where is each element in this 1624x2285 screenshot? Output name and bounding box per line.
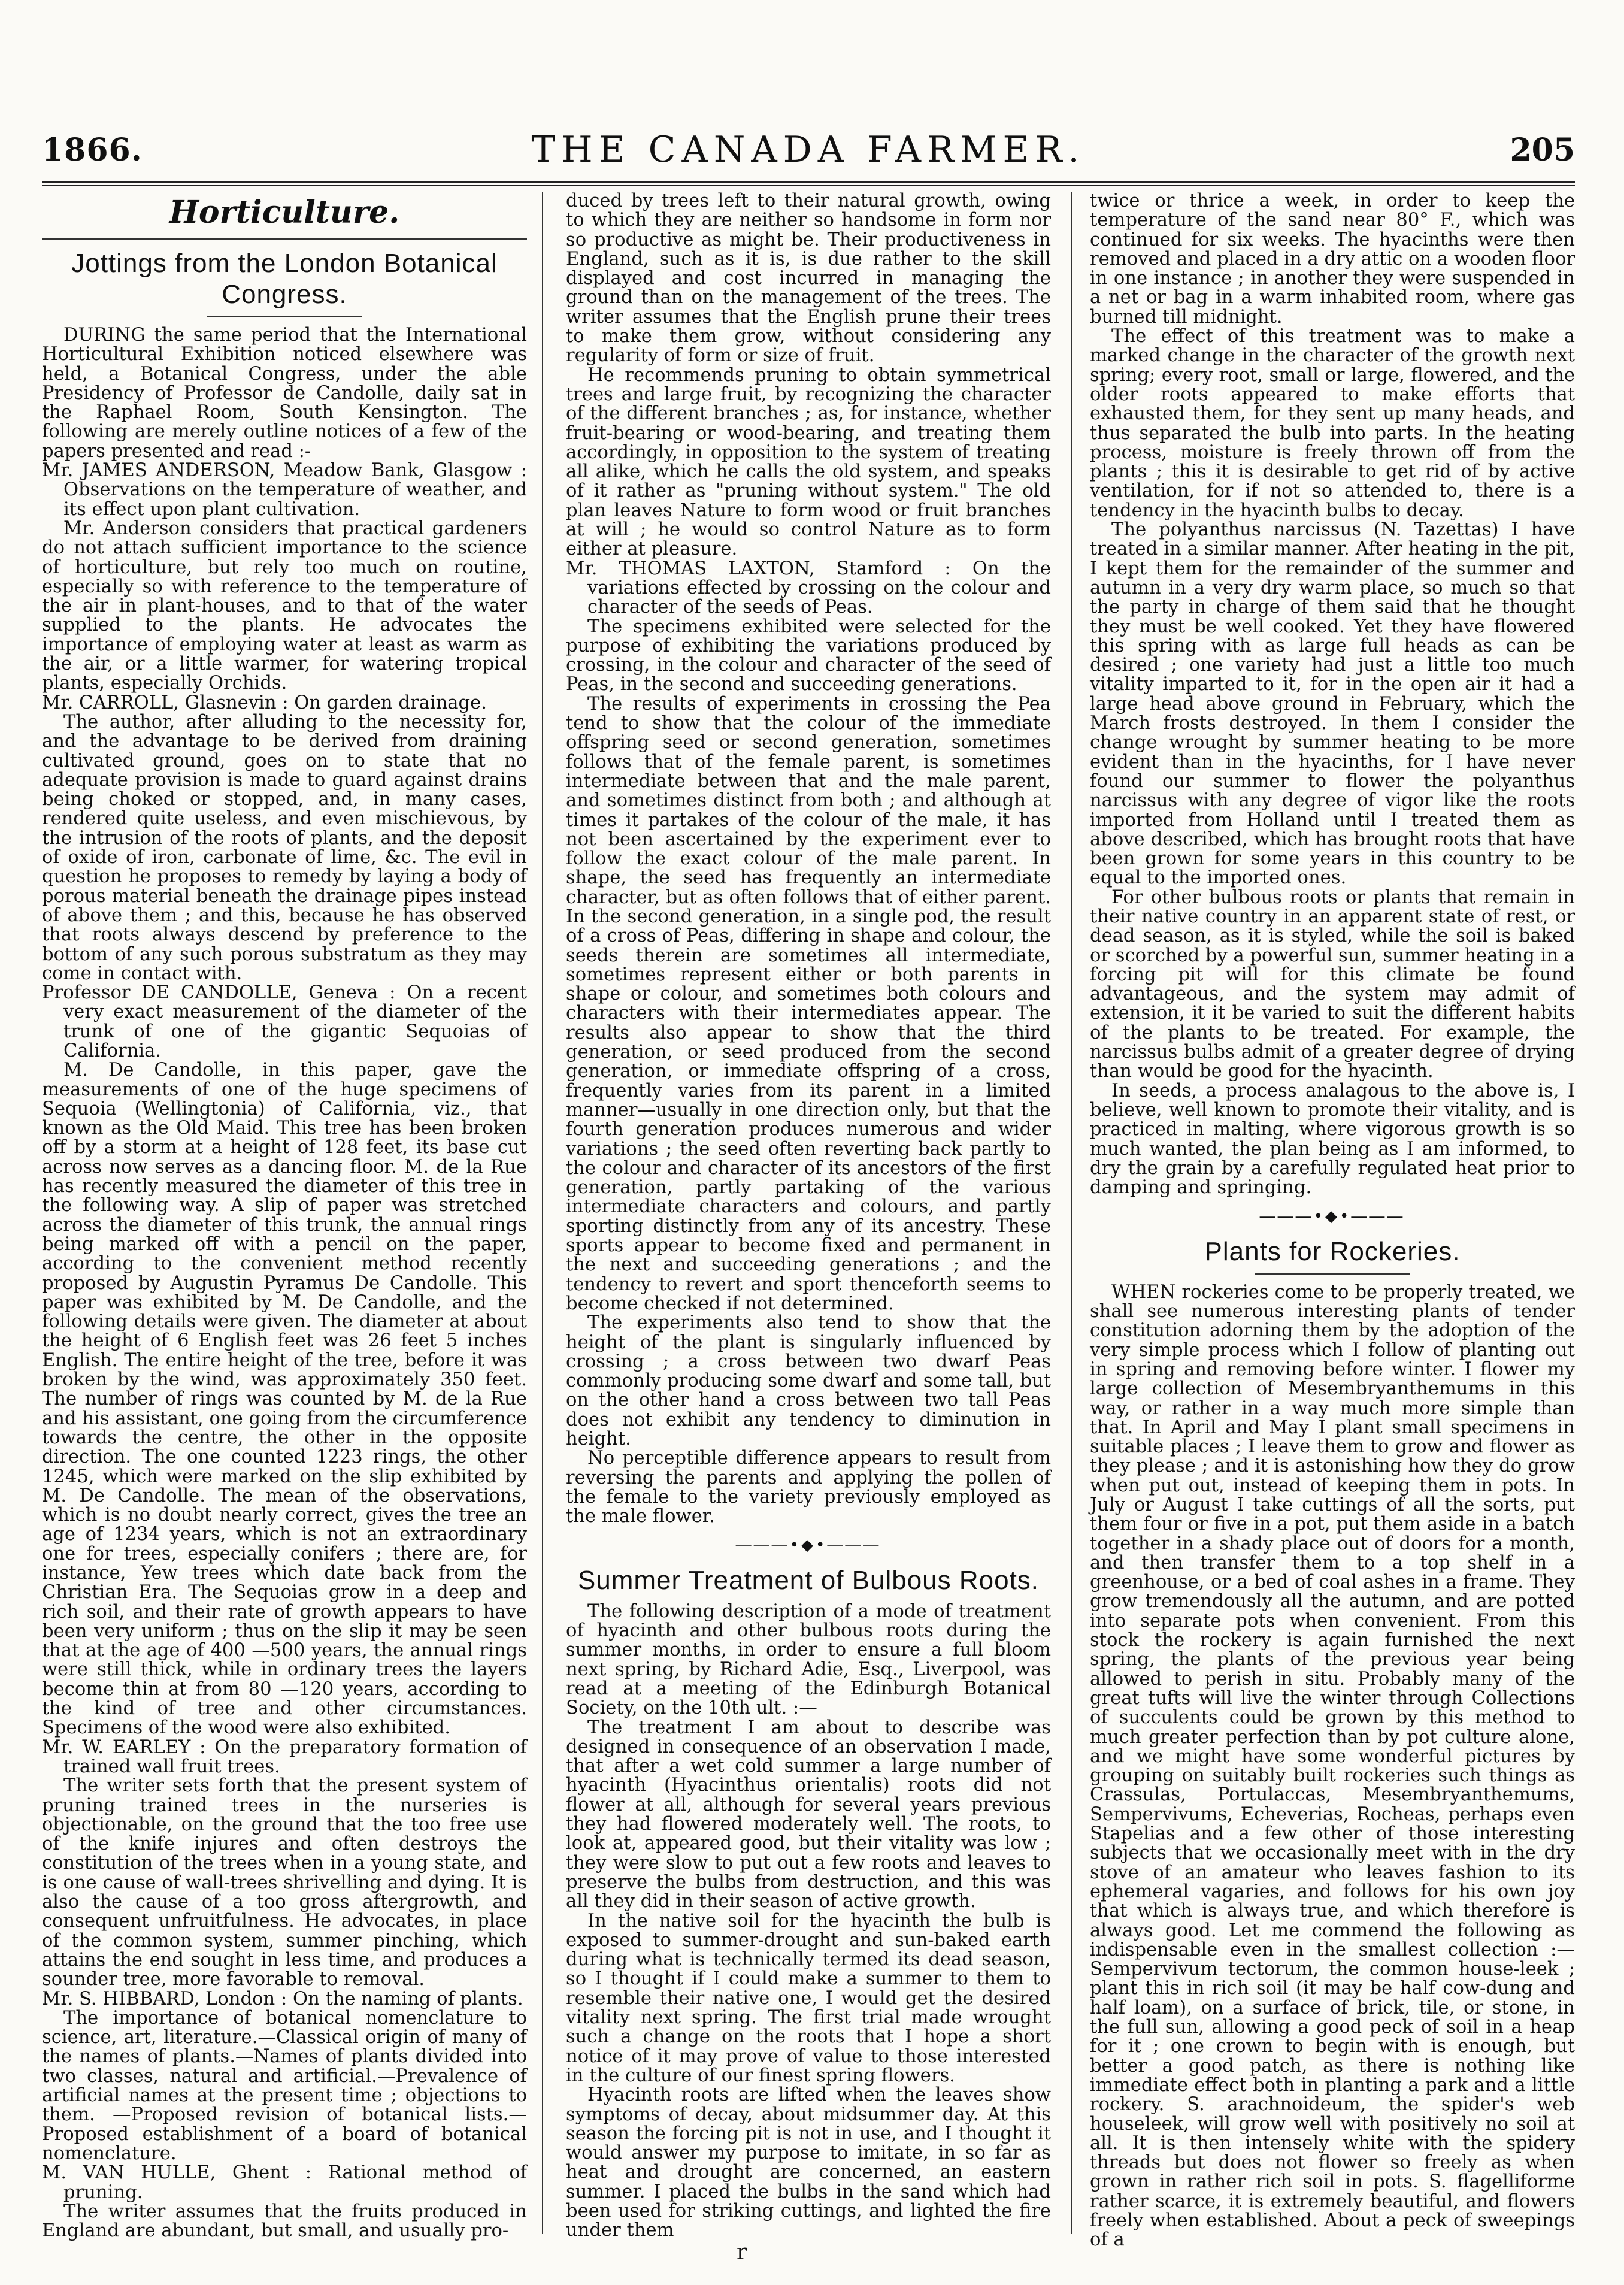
paragraph: The importance of botanical nomenclature to science, art, literature.—Classical origin of many of the names of plants.—Names of plants divided into two classes, natural and artificial.—Prevalence of artificial names at the present time ; objections to them. —Proposed revision of botanical lists.—Proposed establishment of a board of botanical nomenclature. [42,2007,527,2164]
paragraph: The experiments also tend to show that the height of the plant is singularly influenced by crossing ; a cross between two dwarf Peas commonly producing some dwarf and some tall, but on the other hand a cross between two tall Peas does not exhibit any tendency to diminution in height. [566,1312,1051,1449]
paper-entry: M. VAN HULLE, Ghent : Rational method of pruning. [42,2162,527,2203]
paragraph: The following description of a mode of treatment of hyacinth and other bulbous roots during the summer months, in order to ensure a full bloom next spring, by Richard Adie, Esq., Liverpool, was read at a meeting of the Edinburgh Botanical Society, on the 10th ult. :— [566,1600,1051,1719]
section-ornament: ―――•◆•――― [1259,1207,1405,1226]
paragraph: For other bulbous roots or plants that remain in their native country in an apparent state of rest, or dead season, as it is styled, while the soil is baked or scorched by a powerful sun, summer heating in a forcing pit will for this climate be found advantageous, and the system may admit of extension, it it be varied to suit the different habits of the plants to be treated. For example, the narcissus bulbs admit of a greater degree of drying than would be good for the hyacinth. [1090,886,1575,1082]
masthead [42,129,1575,177]
article-title: Plants for Rockeries. [1204,1236,1461,1266]
paragraph: M. De Candolle, in this paper, gave the measurements of one of the huge specimens of Sequoia (Wellingtonia) of California, viz., that known as the Old Maid. This tree has been broken off by a storm at a height of 128 feet, its base cut across now serves as a dancing floor. M. de la Rue has recently measured the diameter of this tree in the following way. A slip of paper was stretched across the diameter of this trunk, the annual rings being marked off with a pencil on the paper, according to the convenient method recently proposed by Augustin Pyramus De Candolle. This paper was exhibited by M. De Candolle, and the following details were given. The diameter at about the height of 6 English feet was 26 feet 5 inches English. The entire height of the tree, before it was broken by the wind, was approximately 350 feet. The number of rings was counted by M. de la Rue and his assistant, one going from the circumference towards the centre, the other in the opposite direction. The one counted 1223 rings, the other 1245, which were marked on the slip exhibited by M. De Candolle. The mean of the observations, which is no doubt nearly correct, gives the tree an age of 1234 years, which is not an extraordinary one for trees, especially conifers ; there are, for instance, Yew trees which date back from the Christian Era. The Sequoias grow in a deep and rich soil, and their rate of growth appears to have been very uniform ; thus on the slip it may be seen that at the age of 400 —500 years, the annual rings were still thick, while in ordinary trees the layers become thin at from 80 —120 years, according to the kind of tree and other circumstances. Specimens of the wood were also exhibited. [42,1060,527,1739]
paper-entry: Mr. W. EARLEY : On the preparatory formation of trained wall fruit trees. [42,1736,527,1777]
paper-entry: Professor DE CANDOLLE, Geneva : On a recent very exact measurement of the diameter of the trunk of one of the gigantic Sequoias of California. [42,982,527,1061]
title-rule [207,316,362,317]
page-number: 205 [1510,132,1575,168]
footer-mark: r [737,2240,747,2265]
column-2 [566,190,1051,2241]
paper-entry: Mr. CARROLL, Glasnevin : On garden drainage. [42,692,487,713]
column-1 [42,192,527,2242]
section-heading: Horticulture. [169,194,400,231]
article-title: Summer Treatment of Bulbous Roots. [577,1565,1040,1595]
paragraph: Mr. Anderson considers that practical gardeners do not attach sufficient importance to the science of horticulture, but rely too much on routine, especially so with reference to the temperature of the air in plant-houses, and to that of the water supplied to the plants. He advocates the importance of employing water at least as warm as the air, or a little warmer, for watering tropical plants, especially Orchids. [42,517,527,694]
paragraph: He recommends pruning to obtain symmetrical trees and large fruit, by recognizing the character of the different branches ; as, for instance, whether fruit-bearing or wood-bearing, and treating them accordingly, in opposition to the system of treating all alike, which he calls the old system, and speaks of it rather as "pruning without system." The old plan leaves Nature to form wood or fruit branches at will ; he would so control Nature as to form either at pleasure. [566,364,1051,560]
paragraph: The effect of this treatment was to make a marked change in the character of the growth next spring; every root, small or large, flowered, and the older roots appeared to make efforts that exhausted them, for they sent up many heads, and thus separated the bulb into parts. In the heating process, moisture is freely thrown off from the plants ; this it is desirable to get rid of by active ventilation, for if not so attended to, there is a tendency in the hyacinth bulbs to decay. [1090,326,1575,521]
section-rule [42,238,527,240]
issue-year: 1866. [42,132,143,168]
paragraph: The author, after alluding to the necessity for, and the advantage to be derived from draining cultivated ground, goes on to state that no adequate provision is made to guard against drains being choked or stopped, and, in many cases, rendered quite useless, and even mischievous, by the intrusion of the roots of plants, and the deposit of oxide of iron, carbonate of lime, &c. The evil in question he proposes to remedy by laying a body of porous material beneath the drainage pipes instead of above them ; and this, because he has observed that roots always descend by preference to the bottom of any such porous substratum as they may come in contact with. [42,711,527,984]
paragraph: Hyacinth roots are lifted when the leaves show symptoms of decay, about midsummer day. At this season the forcing pit is not in use, and I thought it would answer my purpose to imitate, in so far as heat and drought are concerned, an eastern summer. I placed the bulbs in the sand which had been used for striking cuttings, and lighted the fire under them [566,2084,1051,2241]
column-separator [542,192,543,2234]
paragraph: The writer sets forth that the present system of pruning trained trees in the nurseries is objectionable, on the ground that the too free use of the knife injures and often destroys the constitution of the trees when in a young state, and is one cause of wall-trees shrivelling and dying. It is also the cause of a too gross aftergrowth, and consequent unfruitfulness. He advocates, in place of the common system, summer pinching, which attains the end sought in less time, and produces a sounder tree, more favorable to removal. [42,1775,527,1990]
paragraph: twice or thrice a week, in order to keep the temperature of the sand near 80° F., which was continued for six weeks. The hyacinths were then removed and placed in a dry attic on a wooden floor in one instance ; in another they were suspended in a net or bag in a warm inhabited room, where gas burned till midnight. [1090,190,1575,328]
article-title: Jottings from the London Botanical Congress. [71,249,498,309]
paragraph: No perceptible difference appears to result from reversing the parents and applying the pollen of the female to the variety previously employed as the male flower. [566,1448,1051,1527]
masthead-rule [42,181,1575,183]
paragraph: The specimens exhibited were selected for the purpose of exhibiting the variations produced by crossing, in the colour and character of the seed of Peas, in the second and succeeding generations. [566,616,1051,695]
column-separator [1071,192,1072,2234]
paragraph: The treatment I am about to describe was designed in consequence of an observation I made, that after a wet cold summer a large number of hyacinth (Hyacinthus orientalis) roots did not flower at all, although for several years previous they had flowered moderately well. The roots, to look at, appeared good, but their vitality was low ; they were slow to put out a few roots and leaves to preserve the bulbs from destruction, and this was all they did in their season of active growth. [566,1717,1051,1912]
paragraph: In seeds, a process analagous to the above is, I believe, well known to promote their vitality, and is practiced in malting, where vigorous growth is so much wanted, the plan being as I am informed, to dry the grain by a carefully regulated heat prior to damping and springing. [1090,1080,1575,1199]
masthead-rule-thin [42,185,1575,186]
paragraph: The polyanthus narcissus (N. Tazettas) I have treated in a similar manner. After heating in the pit, I kept them for the remainder of the summer and autumn in a very dry warm place, so much so that the party in charge of them said that he thought they must be well cooked. Yet they have flowered this spring with as large full heads as can be desired ; one variety had just a little too much vitality imparted to it, for in the open air it had a large head above ground in February, which the March frosts destroyed. In them I consider the change wrought by summer heating to be more evident than in the hyacinths, for I have never found our summer to flower the polyanthus narcissus with any degree of vigor like the roots imported from Holland until I treated them as above described, which has brought roots that have been grown for some years in this country to be equal to the imported ones. [1090,519,1575,889]
column-3 [1090,190,1575,2251]
paragraph: DURING the same period that the International Horticultural Exhibition noticed elsewhere was held, a Botanical Congress, under the able Presidency of Professor de Candolle, daily sat in the Raphael Room, South Kensington. The following are merely outline notices of a few of the papers presented and read :- [42,325,527,462]
paper-entry: Mr. THOMAS LAXTON, Stamford : On the variations effected by crossing on the colour and character of the seeds of Peas. [566,558,1051,618]
paragraph: duced by trees left to their natural growth, owing to which they are neither so handsome in form nor so productive as might be. Their productiveness in England, such as it is, is due rather to the skill displayed and cost incurred in managing the ground than on the management of the trees. The writer assumes that the English prune their trees to make them grow, without considering any regularity of form or size of fruit. [566,190,1051,367]
paper-entry: Mr. S. HIBBARD, London : On the naming of plants. [42,1988,523,2009]
newspaper-title: THE CANADA FARMER. [531,129,1086,171]
paragraph: In the native soil for the hyacinth the bulb is exposed to summer-drought and sun-baked earth during what is technically termed its dead season, so I thought if I could make a summer to them to resemble their native one, I would get the desired vitality next spring. The first trial made wrought such a change on the roots that I hope a short notice of it may prove of value to those interested in the culture of our finest spring flowers. [566,1910,1051,2086]
paragraph: WHEN rockeries come to be properly treated, we shall see numerous interesting plants of tender constitution adorning them by the adoption of the very simple process which I follow of planting out in spring and removing before winter. I flower my large collection of Mesembryanthemums in this way, or rather in a way much more simple than that. In April and May I plant small specimens in suitable places ; I leave them to grow and flower as they please ; and it is astonishing how they do grow when put out, instead of keeping them in pots. In July or August I take cuttings of all the sorts, put them four or five in a pot, put them aside in a batch together in a shady place out of doors for a month, and then transfer them to a top shelf in a greenhouse, or a bed of coal ashes in a frame. They grow tremendously all the autumn, and are potted into separate pots when convenient. From this stock the rockery is again furnished the next spring, the plants of the previous year being allowed to perish in situ. Probably many of the great tufts will live the winter through Collections of succulents could be grown by this method to much greater perfection than by pot culture alone, and we might have some wonderful pictures by grouping on suitably built rockeries such things as Crassulas, Portulaccas, Mesembryanthemums, Sempervivums, Echeverias, Rocheas, perhaps even Stapelias and a few other of those interesting subjects that we occasionally meet with in the dry stove of an amateur who leaves fashion to its ephemeral vagaries, and follows for his own joy that which is always true, and which therefore is always good. Let me commend the following as indispensable even in the smallest collection :—Sempervivum tectorum, the common house-leek ; plant this in rich soil (it may be half cow-dung and half loam), on a surface of brick, tile, or stone, in the full sun, allowing a good peck of soil in a heap for it ; one crown to begin with is enough, but better a good patch, as there is nothing like immediate effect both in planting a park and a little rockery. S. arachnoideum, the spider's web houseleek, will grow well with positively no soil at all. It is then intensely white with the spidery threads but does not flower so freely as when grown in rather rich soil in pots. S. flagelliforme rather scarce, it is extremely beautiful, and flowers freely when established. About a peck of sweepings of a [1090,1281,1575,2251]
section-ornament: ―――•◆•――― [735,1536,881,1555]
title-rule [1255,1273,1410,1275]
paragraph: The writer assumes that the fruits produced in England are abundant, but small, and usually pro- [42,2201,527,2242]
paper-entry: Mr. JAMES ANDERSON, Meadow Bank, Glasgow : Observations on the temperature of weather, and its effect upon plant cultivation. [42,460,527,520]
paragraph: The results of experiments in crossing the Pea tend to show that the colour of the immediate offspring seed or second generation, sometimes follows that of the female parent, is sometimes intermediate between that and the male parent, and sometimes distinct from both ; and although at times it partakes of the colour of the male, it has not been ascertained by the experiment ever to follow the exact colour of the male parent. In shape, the seed has frequently an intermediate character, but as often follows that of either parent. In the second generation, in a single pod, the result of a cross of Peas, differing in shape and colour, the seeds therein are sometimes all intermediate, sometimes represent either or both parents in shape or colour, and sometimes both colours and characters with their intermediates appear. The results also appear to show that the third generation, or seed produced from the second generation, or immediate offspring of a cross, frequently varies from its parent in a limited manner—usually in one direction only, but that the fourth generation produces numerous and wider variations ; the seed often reverting back partly to the colour and character of its ancestors of the first generation, partly partaking of the various intermediate characters and colours, and partly sporting distinctly from any of its ancestry. These sports appear to become fixed and permanent in the next and succeeding generations ; and the tendency to revert and sport thenceforth seems to become checked if not determined. [566,693,1051,1314]
